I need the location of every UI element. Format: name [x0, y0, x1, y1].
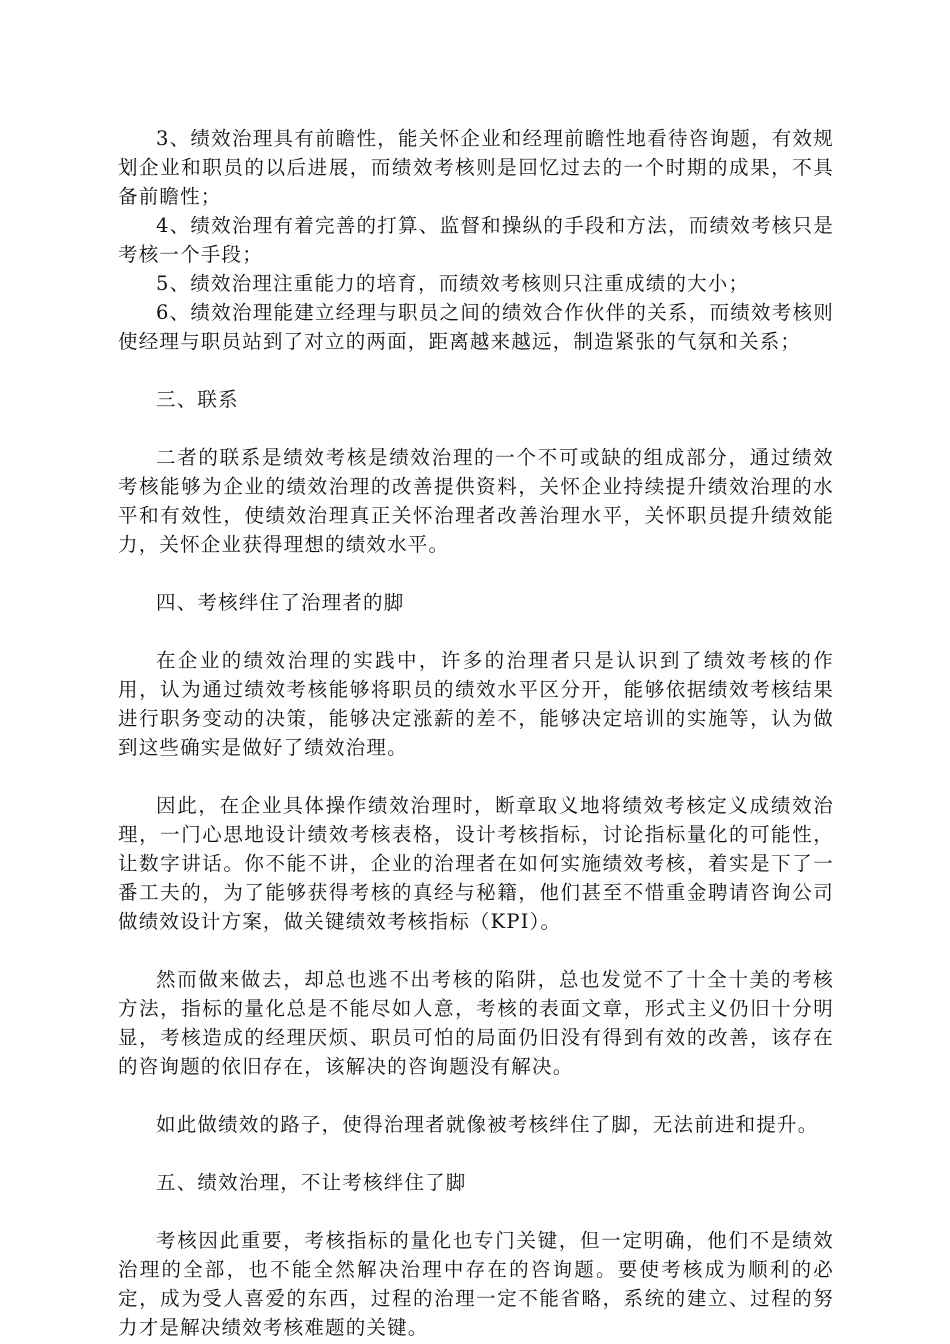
paragraph-point-5: 5、绩效治理注重能力的培育，而绩效考核则只注重成绩的大小； [156, 272, 750, 295]
section-heading-performance-management: 五、绩效治理，不让考核绊住了脚 [156, 1171, 467, 1194]
paragraph-performance-management-body: 考核因此重要，考核指标的量化也专门关键，但一定明确，他们不是绩效治理的全部，也不能全然解决治理中存在的咨询题。要使考核成为顺利的必定，成为受人喜爱的东西，过程的治理一定不能省略，系统的建立、过程的努力才是解决绩效考核难题的关键。 [118, 1229, 834, 1339]
paragraph-point-3: 3、绩效治理具有前瞻性，能关怀企业和经理前瞻性地看待咨询题，有效规划企业和职员的以后进展，而绩效考核则是回忆过去的一个时期的成果，不具备前瞻性； [118, 127, 834, 208]
section-heading-connection: 三、联系 [156, 388, 239, 411]
paragraph-connection-body: 二者的联系是绩效考核是绩效治理的一个不可或缺的组成部分，通过绩效考核能够为企业的绩效治理的改善提供资料，关怀企业持续提升绩效治理的水平和有效性，使绩效治理真正关怀治理者改善治理水平，关怀职员提升绩效能力，关怀企业获得理想的绩效水平。 [118, 446, 834, 556]
paragraph-assessment-2: 因此，在企业具体操作绩效治理时，断章取义地将绩效考核定义成绩效治理，一门心思地设计绩效考核表格，设计考核指标，讨论指标量化的可能性，让数字讲话。你不能不讲，企业的治理者在如何实施绩效考核，着实是下了一番工夫的，为了能够获得考核的真经与秘籍，他们甚至不惜重金聘请咨询公司做绩效设计方案，做关键绩效考核指标（KPI）。 [118, 794, 834, 933]
paragraph-assessment-1: 在企业的绩效治理的实践中，许多的治理者只是认识到了绩效考核的作用，认为通过绩效考核能够将职员的绩效水平区分开，能够依据绩效考核结果进行职务变动的决策，能够决定涨薪的差不，能够决定培训的实施等，认为做到这些确实是做好了绩效治理。 [118, 649, 834, 759]
paragraph-assessment-4: 如此做绩效的路子，使得治理者就像被考核绊住了脚，无法前进和提升。 [156, 1113, 819, 1136]
paragraph-assessment-3: 然而做来做去，却总也逃不出考核的陷阱，总也发觉不了十全十美的考核方法，指标的量化总是不能尽如人意，考核的表面文章，形式主义仍旧十分明显，考核造成的经理厌烦、职员可怕的局面仍旧没有得到有效的改善，该存在的咨询题的依旧存在，该解决的咨询题没有解决。 [118, 968, 834, 1078]
section-heading-assessment-trap: 四、考核绊住了治理者的脚 [156, 591, 405, 614]
paragraph-point-4: 4、绩效治理有着完善的打算、监督和操纵的手段和方法，而绩效考核只是考核一个手段； [118, 214, 834, 266]
document-page [118, 124, 834, 1342]
paragraph-point-6: 6、绩效治理能建立经理与职员之间的绩效合作伙伴的关系，而绩效考核则使经理与职员站到了对立的两面，距离越来越远，制造紧张的气氛和关系； [118, 301, 834, 353]
